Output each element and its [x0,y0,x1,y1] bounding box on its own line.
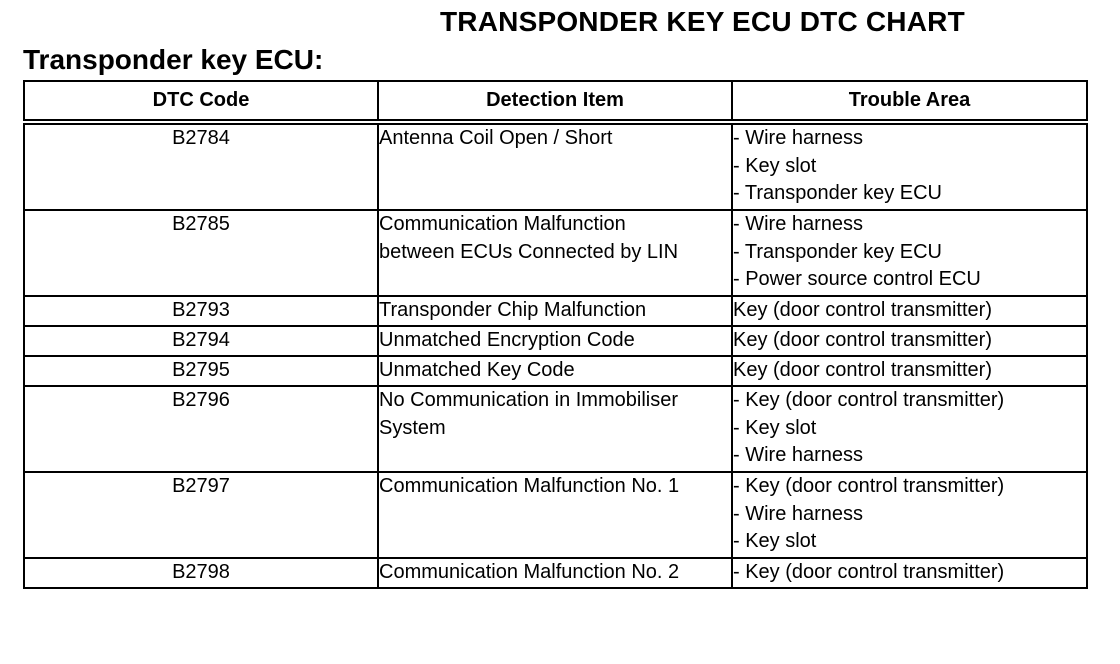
trouble-area-cell [732,296,1087,326]
dtc-table [23,80,1088,589]
trouble-area-line: - Wire harness [733,213,864,235]
trouble-area-line: - Key slot [733,530,817,552]
section-title: Transponder key ECU: [23,44,324,75]
dtc-code-cell: B2784 [24,122,378,210]
trouble-area-cell [732,472,1087,558]
detection-item-line: Unmatched Key Code [379,359,575,381]
detection-item-line: Transponder Chip Malfunction [379,299,647,321]
detection-item-line: System [379,416,446,439]
dtc-code-cell: B2785 [24,210,378,296]
trouble-area-line: - Key (door control transmitter) [733,475,1005,497]
dtc-code-cell: B2798 [24,558,378,588]
detection-item-line: between ECUs Connected by LIN [379,240,679,263]
detection-item-line: No Communication in Immobiliser [379,389,678,411]
table-row [24,472,1087,558]
dtc-code-cell: B2797 [24,472,378,558]
detection-item-cell [378,386,732,472]
chart-title: TRANSPONDER KEY ECU DTC CHART [440,6,965,37]
detection-item-cell [378,558,732,588]
trouble-area-line: - Transponder key ECU [733,182,942,204]
detection-item-cell [378,122,732,210]
detection-item-line: Communication Malfunction No. 2 [379,561,680,583]
trouble-area-cell [732,356,1087,386]
dtc-code-cell: B2795 [24,356,378,386]
trouble-area-line: - Key (door control transmitter) [733,389,1005,411]
dtc-code-cell: B2794 [24,326,378,356]
detection-item-cell [378,296,732,326]
trouble-area-cell [732,122,1087,210]
detection-item-line: Antenna Coil Open / Short [379,127,613,149]
trouble-area-line: - Key slot [733,154,817,177]
trouble-area-cell [732,558,1087,588]
table-header-row [24,81,1087,122]
table-row [24,296,1087,326]
dtc-code-cell: B2796 [24,386,378,472]
detection-item-cell [378,356,732,386]
table-row [24,558,1087,588]
detection-item-cell [378,210,732,296]
trouble-area-line: Key (door control transmitter) [733,329,992,351]
trouble-area-line: - Wire harness [733,127,864,149]
trouble-area-cell [732,210,1087,296]
table-row [24,326,1087,356]
table-row [24,386,1087,472]
header-detection-item: Detection Item [378,81,732,122]
detection-item-line: Communication Malfunction No. 1 [379,475,680,497]
trouble-area-line: Key (door control transmitter) [733,299,992,321]
trouble-area-line: Key (door control transmitter) [733,359,992,381]
dtc-code-cell: B2793 [24,296,378,326]
trouble-area-line: - Key (door control transmitter) [733,561,1005,583]
detection-item-line: Communication Malfunction [379,213,626,235]
table-row [24,122,1087,210]
table-row [24,356,1087,386]
trouble-area-line: - Key slot [733,416,817,439]
trouble-area-line: - Transponder key ECU [733,240,942,263]
trouble-area-cell [732,386,1087,472]
header-dtc-code: DTC Code [24,81,378,122]
trouble-area-line: - Power source control ECU [733,268,981,290]
trouble-area-line: - Wire harness [733,502,864,525]
trouble-area-line: - Wire harness [733,444,864,466]
detection-item-line: Unmatched Encryption Code [379,329,635,351]
header-trouble-area: Trouble Area [732,81,1087,122]
table-row [24,210,1087,296]
detection-item-cell [378,472,732,558]
detection-item-cell [378,326,732,356]
trouble-area-cell [732,326,1087,356]
